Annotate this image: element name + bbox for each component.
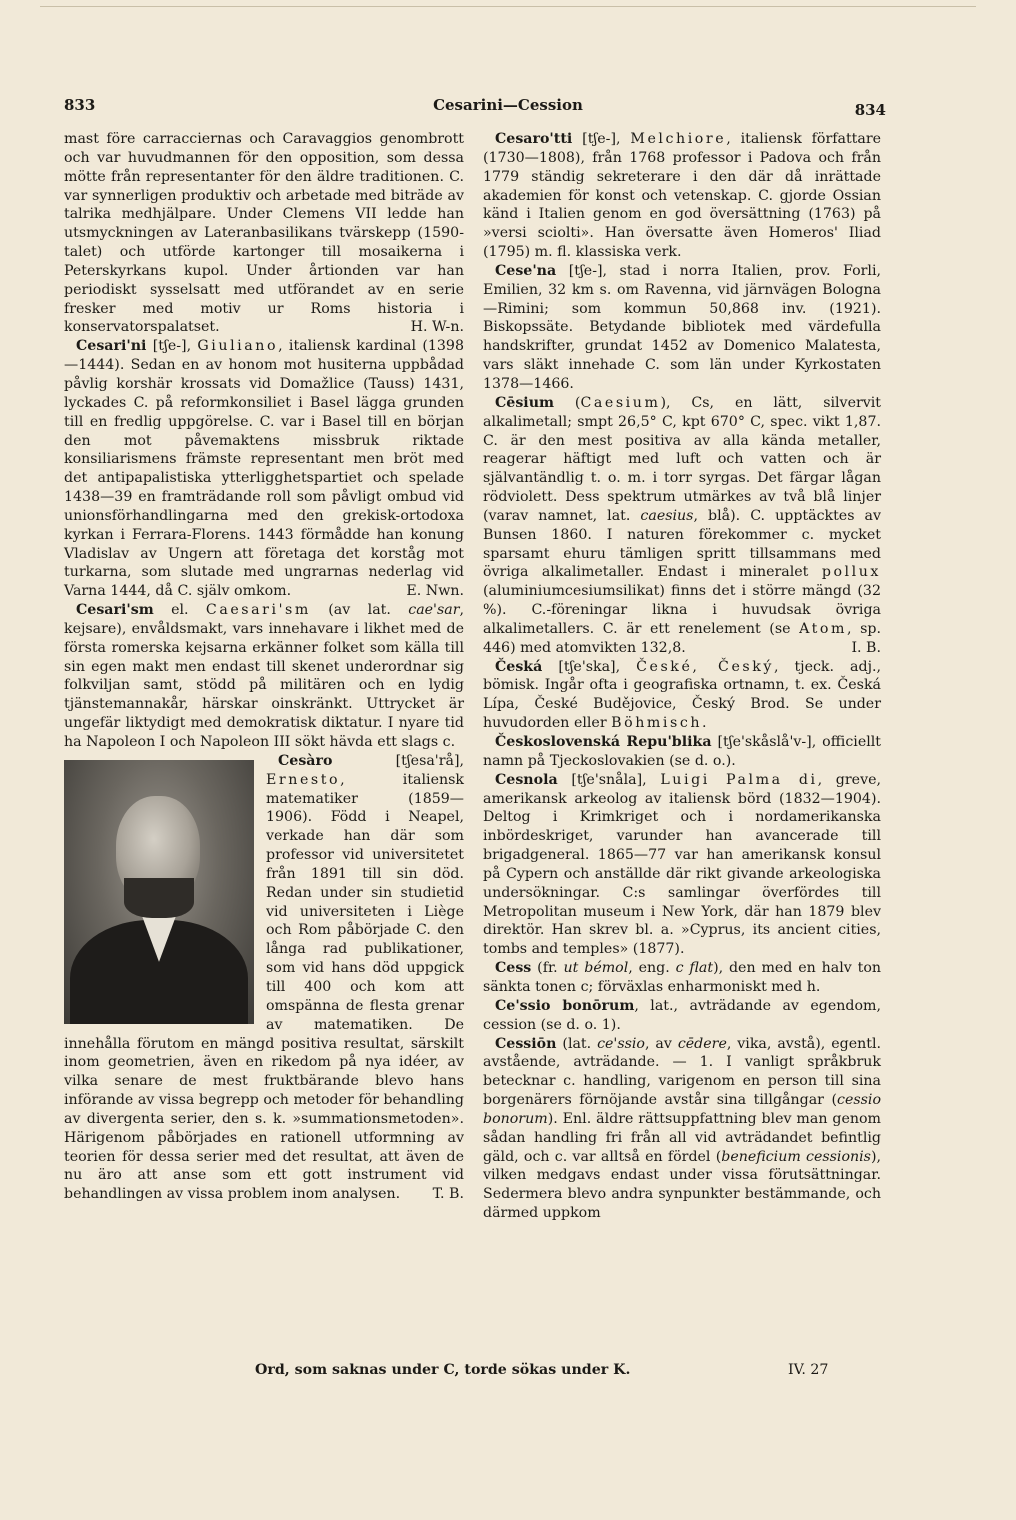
footer-note: Ord, som saknas under C, torde sökas under K. (255, 1362, 631, 1378)
headword: Cesàro (278, 752, 333, 769)
left-column (64, 130, 464, 1204)
page-number-right: 834 (854, 101, 886, 119)
person-name: Giuliano (197, 338, 279, 355)
entry-cesarotti: Cesaro'tti [tʃe-], Melchiore, italiensk författare (1730—1808), från 1768 professor i Padova och från 1779 ständig sekreterare i den där då inrättade akademien för konst och vetenskap. C. gjorde Ossian känd i Italien genom en god översättning (1763) på »versi sciolti». Han översatte även Homeros' Iliad (1795) m. fl. klassiska verk. (483, 131, 881, 261)
headword: Cesaro'tti (495, 131, 573, 147)
headword: Česká (495, 658, 543, 675)
signature: T. B. (432, 1186, 464, 1203)
headword: Ce'ssio bonōrum (495, 997, 635, 1014)
latin-term: ce'ssio (597, 1035, 645, 1052)
portrait-photo (64, 760, 254, 1024)
person-name: Ernesto (266, 771, 341, 788)
running-title: Cesarini—Cession (433, 96, 583, 114)
person-name: Melchiore (630, 131, 727, 147)
entry-cesium: Cēsium (Caesium), Cs, en lätt, silvervit alkalimetall; smpt 26,5° C, kpt 670° C, spec. vikt 1,87. C. är den mest positiva av alla kända metaller, reagerar häftigt med luft och vatten och är självantändlig t. o. m. i torr syrgas. Det färgar lågan rödviolett. Dess spektrum utmärkes av två blå linjer (varav namnet, lat. caesius, blå). C. upptäcktes av Bunsen 1860. I naturen förekommer c. mycket sparsamt ehuru tämligen spritt tillsammans med övriga alkalimetaller. Endast i mineralet pollux (aluminiumcesiumsilikat) finns det i större mängd (32 %). C.-föreningar likna i huvudsak övriga alkalimetallers. C. är ett renelement (se Atom, sp. 446) med atomvikten 132,8. I. B. (483, 394, 882, 656)
entry-cessio-bonorum: Ce'ssio bonōrum, lat., avträdande av egendom, cession (se d. o. 1). (483, 997, 881, 1033)
latin-term: beneficium cessionis (721, 1148, 871, 1165)
headword: Cess (495, 960, 532, 977)
right-column (483, 130, 881, 1223)
signature: I. B. (851, 639, 881, 656)
person-name: Luigi Palma di (660, 771, 818, 788)
signature: E. Nwn. (406, 583, 464, 600)
top-rule (40, 6, 976, 7)
entry-ceska: Česká [tʃe'ska], České, Český, tjeck. adj., bömisk. Ingår ofta i geografiska ortnamn, t. ex. Česká Lípa, České Budějovice, Český Brod. Se under huvudorden eller Böhmisch. (483, 658, 881, 732)
entry-cesarism: Cesari'sm el. Caesari'sm (av lat. cae'sar, kejsare), envåldsmakt, vars innehavare i likhet med de första romerska kejsarna erkänner folket som källa till sin egen makt men endast till skenet underordnar sig folkviljan samt, stödd på militären och en lydig tjänstemannakår, härskar oinskränkt. Uttrycket är ungefär liktydigt med demokratisk diktatur. I nyare tid ha Napoleon I och Napoleon III sökt hävda ett slags c. (64, 602, 464, 750)
latin-term: cēdere (677, 1035, 727, 1052)
entry-cesnola: Cesnola [tʃe'snåla], Luigi Palma di, greve, amerikansk arkeolog av italiensk börd (1832—1904). Deltog i Krimkriget och i nordamerikanska inbördeskriget, varunder han avancerade till brigadgeneral. 1865—77 var han amerikansk konsul på Cypern och anställde där rikt givande arkeologiska undersökningar. C:s samlingar överfördes till Metropolitan museum i New York, där han 1879 blev direktör. Han skrev bl. a. »Cyprus, its ancient cities, tombs and temples» (1877). (483, 771, 881, 958)
mineral-name: pollux (821, 564, 881, 581)
latin-term: cae'sar (408, 602, 460, 619)
headword: Cēsium (495, 394, 555, 411)
cross-reference: Atom (799, 620, 848, 637)
entry-cess: Cess (fr. ut bémol, eng. c flat), den med en halv ton sänkta tonen c; förväxlas enharmoniskt med h. (483, 960, 882, 995)
page-number-left: 833 (64, 96, 96, 114)
alt-headword: České, Český (636, 658, 774, 675)
cross-reference: Böhmisch (611, 715, 703, 732)
signature: H. W-n. (410, 319, 464, 336)
headword: Cessiōn (495, 1035, 557, 1052)
latin-term: cessio bonorum (483, 1092, 881, 1127)
foreign-term: c flat (675, 960, 714, 977)
headword: Cesari'ni (76, 338, 147, 355)
alt-headword: Caesium (580, 394, 661, 411)
entry-cesari-continued: mast före carracciernas och Caravaggios genombrott och var huvudmannen för den opposition, som dessa mötte från representanter för den äldre traditionen. C. var synnerligen produktiv och arbetade med biträde av talrika medhjälpare. Under Clemens VII ledde han utsmyckningen av Lateranbasilikans tvärskepp (1590-talet) och utförde kartonger till mosaikerna i Peterskyrkans kupol. Under årtionden var han periodiskt sysselsatt med utförandet av en serie fresker med motiv ur Roms historia i konservatorspalatset. H. W-n. (64, 131, 464, 336)
entry-cesena: Cese'na [tʃe-], stad i norra Italien, prov. Forli, Emilien, 32 km s. om Ravenna, vid järnvägen Bologna—Rimini; som kommun 50,868 inv. (1921). Biskopssäte. Betydande bibliotek med värdefulla handskrifter, grundat 1452 av Domenico Malatesta, vars släkt innehade C. som län under Kyrkostaten 1378—1466. (483, 262, 881, 392)
entry-ceskoslovenska: Československá Repu'blika [tʃe'skåslå'v-], officiellt namn på Tjeckoslovakien (se d. o.). (483, 734, 881, 769)
signature-mark: IV. 27 (788, 1362, 829, 1378)
entry-cession: Cessiōn (lat. ce'ssio, av cēdere, vika, avstå), egentl. avstående, avträdande. — 1. I vanligt språkbruk betecknar c. handling, varigenom en person till sina borgenärers förnöjande avstår sina tillgångar (cessio bonorum). Enl. äldre rättsuppfattning blev man genom sådan handling fri från all vid avträdandet befintlig gäld, och c. var alltså en fördel (beneficium cessionis), vilken medgavs endast under vissa förutsättningar. Sedermera blevo andra synpunkter bestämmande, och därmed uppkom (483, 1035, 881, 1222)
headword: Československá Repu'blika (495, 734, 712, 750)
latin-term: caesius (640, 507, 694, 524)
headword: Cese'na (495, 262, 557, 279)
headword: Cesari'sm (76, 602, 154, 619)
foreign-term: ut bémol (563, 960, 629, 977)
entry-cesaro: Cesàro [tʃesa'rå], Ernesto, italiensk matematiker (1859—1906). Född i Neapel, verkade han där som professor vid universitetet från 1891 till sin död. Redan under sin studietid vid universiteten i Liège och Rom påbörjade C. den långa rad publikationer, som vid hans död uppgick till 400 och kom att omspänna de flesta grenar av matematiken. De innehålla förutom en mängd positiva resultat, särskilt inom geometrien, även en rikedom på nya idéer, av vilka senare de mest fruktbärande blevo hans införande av vissa begrepp och metoder för behandling av divergenta serier, den s. k. »summationsmetoden». Härigenom påbörjades en rationell utformning av teorien för dessa serier med det resultat, att även de nu äro att anse som ett gott instrument vid behandlingen av vissa problem inom analysen. T. B. (64, 752, 464, 1203)
entry-cesarini: Cesari'ni [tʃe-], Giuliano, italiensk kardinal (1398—1444). Sedan en av honom mot husiterna uppbådad påvlig korshär krossats vid Domažlice (Tauss) 1431, lyckades C. på reformkonsiliet i Basel lägga grunden till en fredlig uppgörelse. C. var i Basel till en början den mot påvemaktens missbruk riktade konsiliarismens främste representant men bröt med det antipapalistiska ytterligghetspartiet och spelade 1438—39 en framträdande roll som påvligt ombud vid unionsförhandlingarna med den grekisk-ortodoxa kyrkan i Ferrara-Florens. 1443 förmådde han konung Vladislav av Ungern att företaga det korståg mot turkarna, som slutade med ungrarnas nederlag vid Varna 1444, då C. själv omkom. E. Nwn. (64, 338, 464, 600)
headword: Cesnola (495, 771, 558, 788)
alt-headword: Caesari'sm (205, 602, 311, 619)
